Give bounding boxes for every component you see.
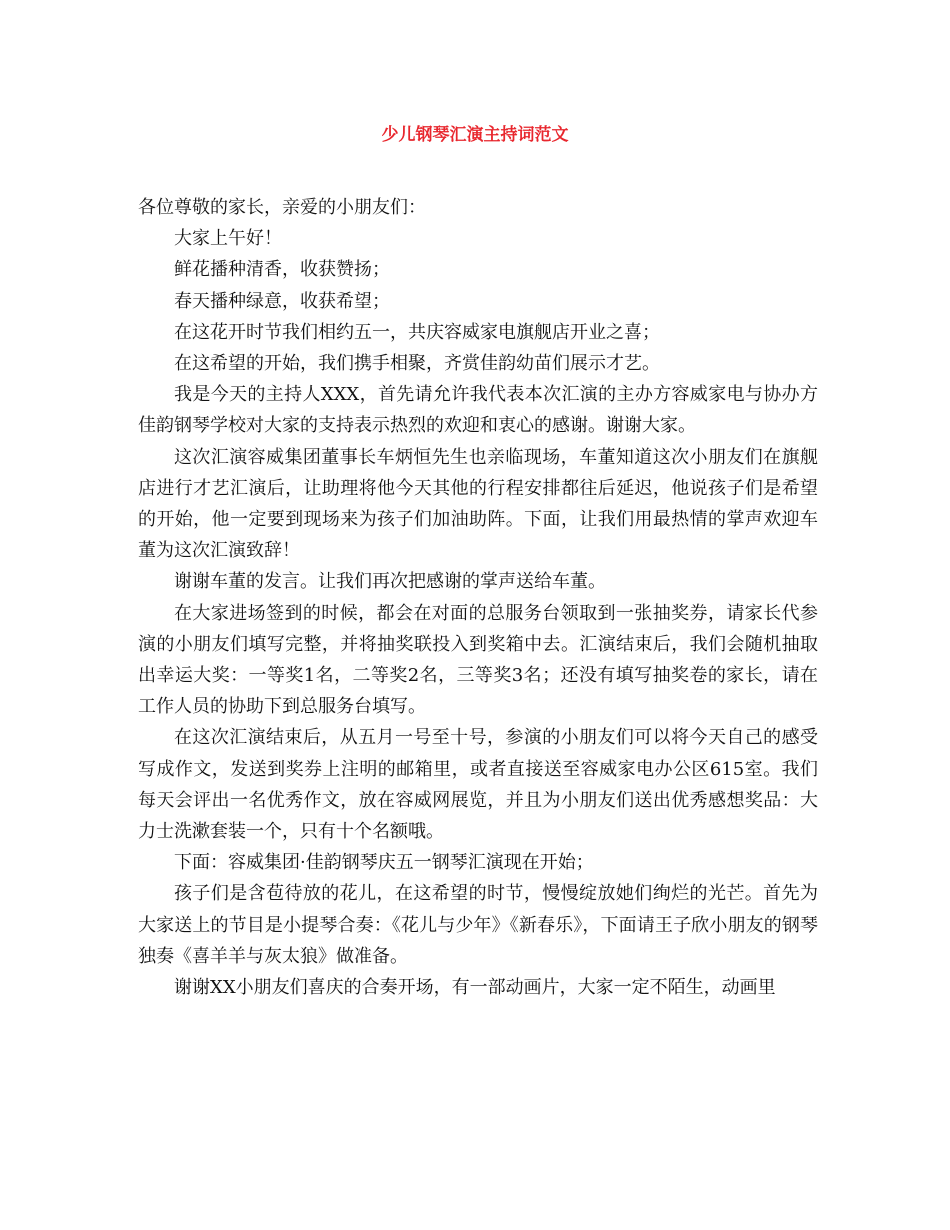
paragraph-3: 春天播种绿意，收获希望； bbox=[174, 290, 390, 312]
paragraph-13: 谢谢XX小朋友们喜庆的合奏开场，有一部动画片，大家一定不陌生，动画里 bbox=[174, 977, 776, 999]
document-title: 少儿钢琴汇演主持词范文 bbox=[381, 125, 569, 145]
paragraph-11: 下面：容威集团·佳韵钢琴庆五一钢琴汇演现在开始； bbox=[174, 852, 594, 874]
paragraph-2: 鲜花播种清香，收获赞扬； bbox=[174, 259, 390, 281]
salutation: 各位尊敬的家长，亲爱的小朋友们： bbox=[138, 197, 426, 218]
paragraph-4: 在这花开时节我们相约五一，共庆容威家电旗舰店开业之喜； bbox=[174, 321, 660, 343]
paragraph-1: 大家上午好！ bbox=[174, 228, 282, 250]
paragraph-8: 谢谢车董的发言。让我们再次把感谢的掌声送给车董。 bbox=[174, 571, 606, 593]
paragraph-9: 在大家进场签到的时候，都会在对面的总服务台领取到一张抽奖券，请家长代参演的小朋友们填写完整，并将抽奖联投入到奖箱中去。汇演结束后，我们会随机抽取出幸运大奖：一等奖1名，二等奖2名，三等奖3名；还没有填写抽奖卷的家长，请在工作人员的协助下到总服务台填写。 bbox=[138, 602, 818, 718]
paragraph-6: 我是今天的主持人XXX，首先请允许我代表本次汇演的主办方容威家电与协办方佳韵钢琴学校对大家的支持表示热烈的欢迎和衷心的感谢。谢谢大家。 bbox=[138, 384, 818, 437]
paragraph-10: 在这次汇演结束后，从五月一号至十号，参演的小朋友们可以将今天自己的感受写成作文，发送到奖券上注明的邮箱里，或者直接送至容威家电办公区615室。我们每天会评出一名优秀作文，放在容威网展览，并且为小朋友们送出优秀感想奖品：大力士洗漱套装一个，只有十个名额哦。 bbox=[138, 727, 818, 843]
paragraph-7: 这次汇演容威集团董事长车炳恒先生也亲临现场，车董知道这次小朋友们在旗舰店进行才艺汇演后，让助理将他今天其他的行程安排都往后延迟，他说孩子们是希望的开始，他一定要到现场来为孩子们加油助阵。下面，让我们用最热情的掌声欢迎车董为这次汇演致辞！ bbox=[138, 446, 818, 562]
document-body bbox=[138, 192, 818, 1003]
paragraph-5: 在这希望的开始，我们携手相聚，齐赏佳韵幼苗们展示才艺。 bbox=[174, 353, 660, 375]
paragraph-12: 孩子们是含苞待放的花儿，在这希望的时节，慢慢绽放她们绚烂的光芒。首先为大家送上的节目是小提琴合奏：《花儿与少年》《新春乐》，下面请王子欣小朋友的钢琴独奏《喜羊羊与灰太狼》做准备。 bbox=[138, 883, 818, 967]
